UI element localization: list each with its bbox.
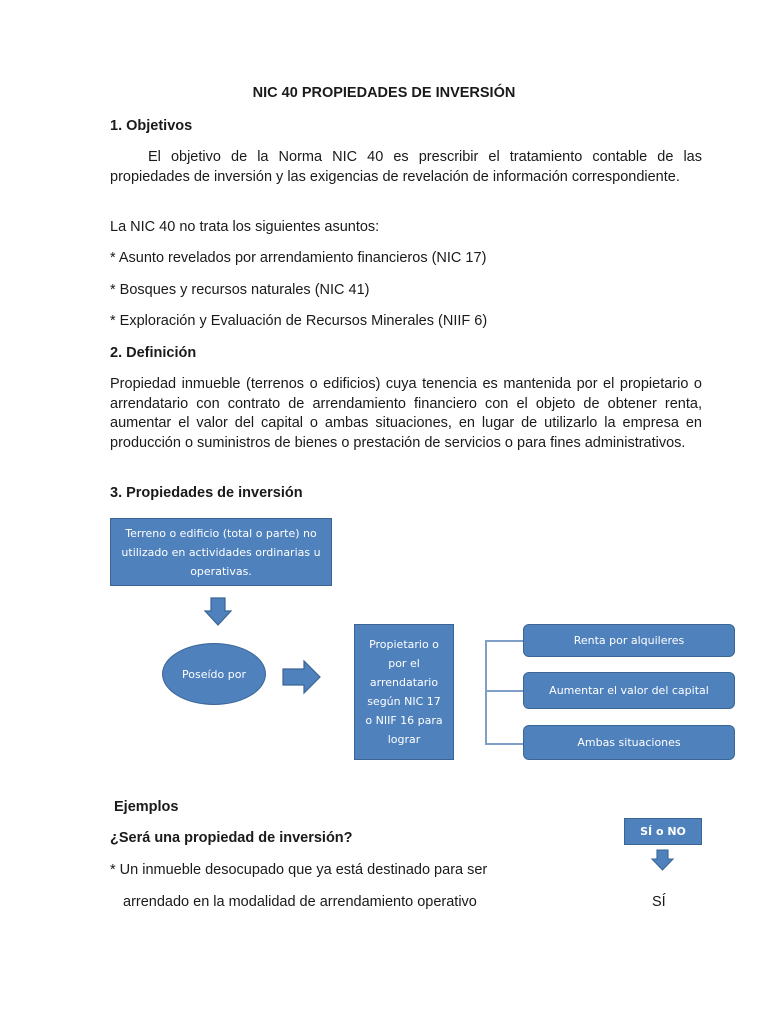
diagram-ellipse-poseido: Poseído por	[162, 643, 266, 705]
connector-middle	[485, 690, 523, 692]
connector-vertical	[485, 640, 487, 744]
connector-bottom	[485, 743, 523, 745]
ejemplos-heading: Ejemplos	[114, 799, 179, 815]
arrow-down-icon	[204, 597, 232, 627]
objetivos-item-1: * Asunto revelados por arrendamiento financieros (NIC 17)	[110, 250, 487, 266]
outcome-aumentar-capital: Aumentar el valor del capital	[523, 672, 735, 709]
objetivos-item-3: * Exploración y Evaluación de Recursos Minerales (NIIF 6)	[110, 313, 488, 329]
objetivos-intro: La NIC 40 no trata los siguientes asuntos:	[110, 219, 380, 235]
section-heading-propiedades: 3. Propiedades de inversión	[110, 485, 303, 501]
diagram-box-propietario: Propietario o por el arrendatario según NIC 17 o NIIF 16 para lograr	[354, 624, 454, 760]
objetivos-paragraph: El objetivo de la Norma NIC 40 es prescribir el tratamiento contable de las propiedades de inversión y las exigencias de revelación de información correspondiente.	[110, 149, 702, 185]
page-title: NIC 40 PROPIEDADES DE INVERSIÓN	[252, 85, 516, 101]
arrow-right-icon	[282, 660, 322, 694]
diagram-box-terreno: Terreno o edificio (total o parte) no utilizado en actividades ordinarias u operativas.	[110, 518, 332, 586]
objetivos-item-2: * Bosques y recursos naturales (NIC 41)	[110, 282, 370, 298]
ejemplo-answer: SÍ	[652, 894, 666, 910]
section-heading-definicion: 2. Definición	[110, 345, 197, 361]
outcome-renta: Renta por alquileres	[523, 624, 735, 657]
connector-top	[485, 640, 523, 642]
ejemplo-line-2: arrendado en la modalidad de arrendamiento operativo	[123, 894, 477, 910]
section-heading-objetivos: 1. Objetivos	[110, 118, 193, 134]
definicion-paragraph: Propiedad inmueble (terrenos o edificios) cuya tenencia es mantenida por el propietario o arrendatario con contrato de arrendamiento financiero con el objeto de obtener renta, aumentar el valor del capital o ambas situaciones, en lugar de utilizarlo la empresa en producción o suministros de bienes o prestación de servicios o para fines administrativos.	[110, 376, 702, 451]
outcome-ambas: Ambas situaciones	[523, 725, 735, 760]
ejemplos-question: ¿Será una propiedad de inversión?	[110, 830, 353, 846]
si-no-box: SÍ o NO	[624, 818, 702, 845]
ejemplo-line-1: * Un inmueble desocupado que ya está destinado para ser	[110, 862, 488, 878]
arrow-down-small-icon	[651, 849, 675, 871]
